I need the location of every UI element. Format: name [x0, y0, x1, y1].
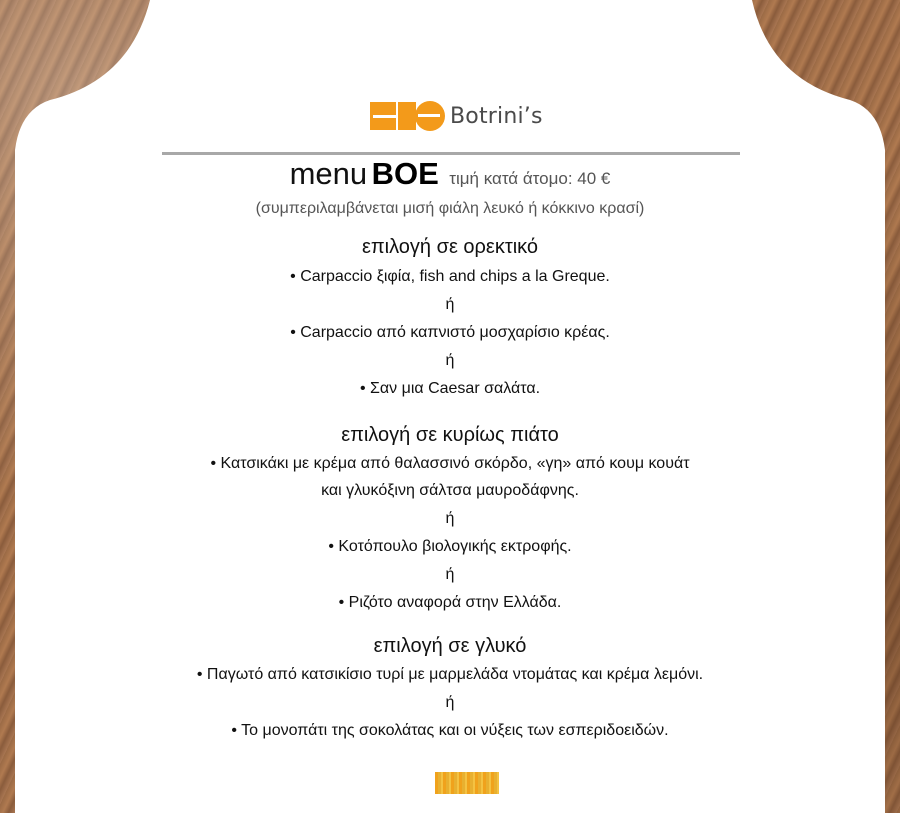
- brand-name: Botrini’s: [450, 103, 543, 129]
- list-item: • Κοτόπουλο βιολογικής εκτροφής.: [328, 538, 572, 555]
- section-heading-main: επιλογή σε κυρίως πιάτο: [341, 424, 559, 446]
- menu-title-prefix: menu: [289, 156, 368, 191]
- or-separator: ή: [445, 296, 455, 313]
- brand-logo: [370, 98, 543, 134]
- menu-title-name: BOE: [371, 156, 439, 191]
- or-separator: ή: [445, 352, 455, 369]
- menu-title: [0, 156, 900, 192]
- section-heading-dessert: επιλογή σε γλυκό: [373, 635, 527, 657]
- list-item: • Carpaccio από καπνιστό μοσχαρίσιο κρέας.: [290, 324, 610, 341]
- logo-mark-icon: [370, 99, 446, 133]
- or-separator: ή: [445, 566, 455, 583]
- list-item: • Κατσικάκι με κρέμα από θαλασσινό σκόρδο, «γη» από κουμ κουάτ: [210, 455, 690, 472]
- list-item: • Ριζότο αναφορά στην Ελλάδα.: [338, 594, 562, 611]
- or-separator: ή: [445, 694, 455, 711]
- list-item: • Carpaccio ξιφία, fish and chips a la Greque.: [290, 268, 610, 285]
- decorative-stamp: [435, 772, 499, 794]
- or-separator: ή: [445, 510, 455, 527]
- section-heading-appetizer: επιλογή σε ορεκτικό: [361, 236, 539, 258]
- list-item: • Σαν μια Caesar σαλάτα.: [359, 380, 541, 397]
- list-item: • Παγωτό από κατσικίσιο τυρί με μαρμελάδα ντομάτας και κρέμα λεμόνι.: [196, 666, 704, 683]
- header-divider: [162, 152, 740, 155]
- list-item: • Το μονοπάτι της σοκολάτας και οι νύξεις των εσπεριδοειδών.: [231, 722, 669, 739]
- menu-note: (συμπεριλαμβάνεται μισή φιάλη λευκό ή κόκκινο κρασί): [255, 200, 645, 217]
- menu-price: τιμή κατά άτομο: 40 €: [449, 169, 611, 188]
- list-item: και γλυκόξινη σάλτσα μαυροδάφνης.: [321, 482, 579, 499]
